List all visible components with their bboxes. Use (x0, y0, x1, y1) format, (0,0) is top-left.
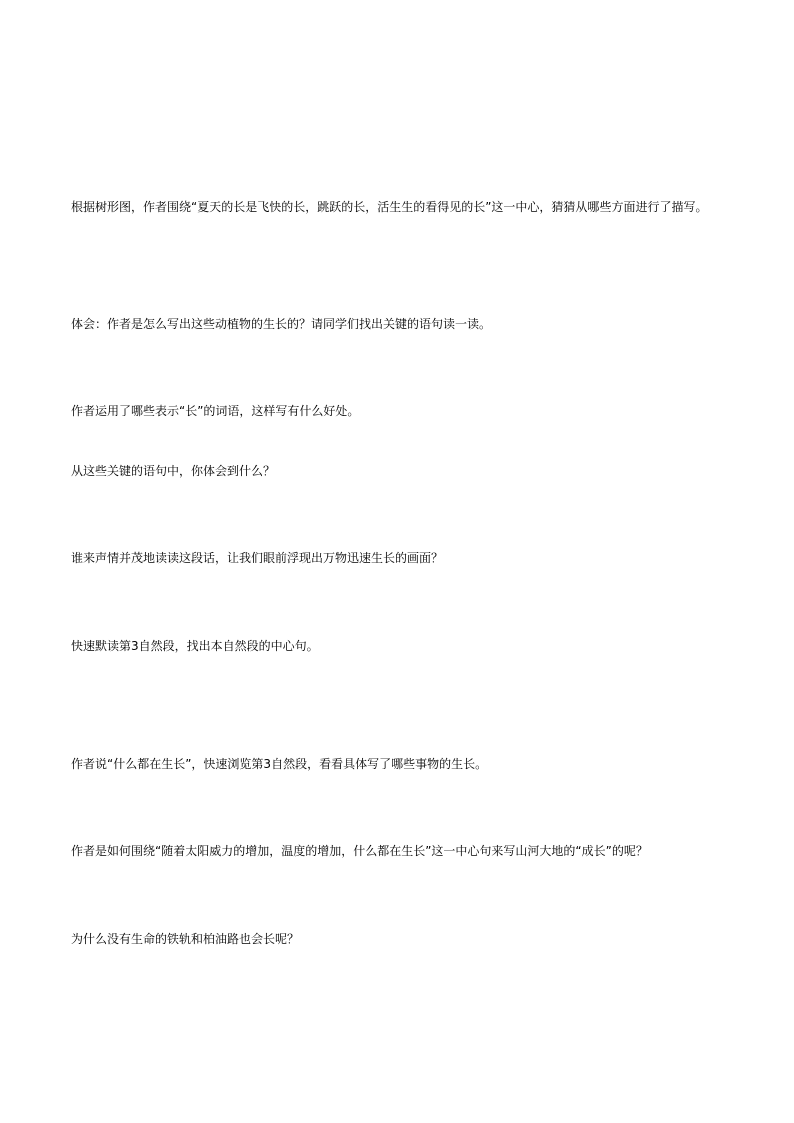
question-read-aloud: 谁来声情并茂地读读这段话，让我们眼前浮现出万物迅速生长的画面？ (71, 551, 444, 565)
question-how-author-writes: 作者是如何围绕“随着太阳威力的增加，温度的增加，什么都在生长”这一中心句来写山河大地的“成长”的呢？ (71, 844, 648, 858)
question-rails-and-roads: 为什么没有生命的铁轨和柏油路也会长呢？ (71, 932, 300, 946)
question-browse-paragraph-three: 作者说“什么都在生长”，快速浏览第3自然段，看看具体写了哪些事物的生长。 (71, 757, 488, 771)
question-appreciate-growth: 体会：作者是怎么写出这些动植物的生长的？请同学们找出关键的语句读一读。 (71, 317, 492, 331)
question-find-central-sentence: 快速默读第3自然段，找出本自然段的中心句。 (71, 639, 319, 653)
question-words-for-grow: 作者运用了哪些表示“长”的词语，这样写有什么好处。 (71, 404, 360, 418)
question-what-you-feel: 从这些关键的语句中，你体会到什么？ (71, 464, 276, 478)
question-tree-diagram: 根据树形图，作者围绕“夏天的长是飞快的长，跳跃的长，活生生的看得见的长”这一中心，猜猜从哪些方面进行了描写。 (71, 200, 708, 214)
